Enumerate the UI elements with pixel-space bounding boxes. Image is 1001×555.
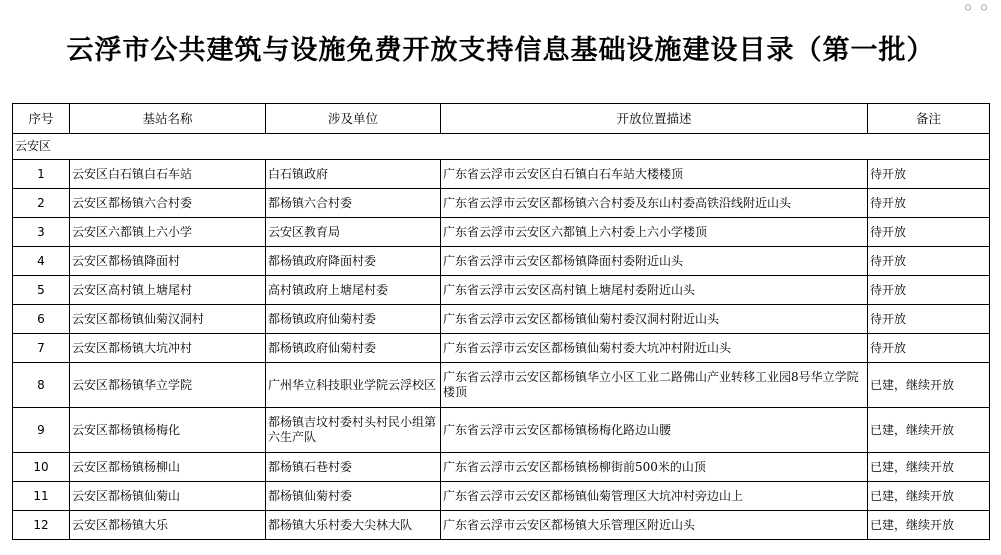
table-header-row — [13, 104, 990, 134]
cell-location: 广东省云浮市云安区都杨镇六合村委及东山村委高铁沿线附近山头 — [441, 189, 868, 218]
cell-unit: 云安区教育局 — [266, 218, 441, 247]
cell-station-name: 云安区都杨镇六合村委 — [70, 189, 266, 218]
table-row — [13, 247, 990, 276]
cell-serial-number: 12 — [13, 511, 70, 540]
region-label: 云安区 — [13, 134, 990, 160]
region-row — [13, 134, 990, 160]
cell-serial-number: 11 — [13, 482, 70, 511]
table-row — [13, 408, 990, 453]
header-serial-number: 序号 — [13, 104, 70, 134]
cell-station-name: 云安区都杨镇降面村 — [70, 247, 266, 276]
cell-serial-number: 8 — [13, 363, 70, 408]
document-title: 云浮市公共建筑与设施免费开放支持信息基础设施建设目录（第一批） — [66, 35, 935, 66]
cell-unit: 都杨镇吉坟村委村头村民小组第六生产队 — [266, 408, 441, 453]
table-row — [13, 160, 990, 189]
cell-location: 广东省云浮市云安区都杨镇仙菊管理区大坑冲村旁边山上 — [441, 482, 868, 511]
cell-unit: 都杨镇六合村委 — [266, 189, 441, 218]
cell-station-name: 云安区都杨镇仙菊汉洞村 — [70, 305, 266, 334]
cell-unit: 都杨镇政府降面村委 — [266, 247, 441, 276]
cell-note: 待开放 — [868, 334, 990, 363]
cell-unit: 白石镇政府 — [266, 160, 441, 189]
cell-serial-number: 4 — [13, 247, 70, 276]
table-body — [13, 134, 990, 540]
table-row — [13, 482, 990, 511]
cell-note: 待开放 — [868, 160, 990, 189]
table-row — [13, 511, 990, 540]
cell-note: 待开放 — [868, 218, 990, 247]
cell-station-name: 云安区都杨镇杨柳山 — [70, 453, 266, 482]
cell-unit: 都杨镇仙菊村委 — [266, 482, 441, 511]
table-row — [13, 189, 990, 218]
header-unit: 涉及单位 — [266, 104, 441, 134]
cell-station-name: 云安区都杨镇华立学院 — [70, 363, 266, 408]
cell-unit: 广州华立科技职业学院云浮校区 — [266, 363, 441, 408]
table-row — [13, 305, 990, 334]
cell-serial-number: 1 — [13, 160, 70, 189]
cell-note: 已建，继续开放 — [868, 453, 990, 482]
table-row — [13, 276, 990, 305]
cell-location: 广东省云浮市云安区都杨镇仙菊村委汉洞村附近山头 — [441, 305, 868, 334]
cell-location: 广东省云浮市云安区高村镇上塘尾村委附近山头 — [441, 276, 868, 305]
cell-station-name: 云安区都杨镇大乐 — [70, 511, 266, 540]
cell-location: 广东省云浮市云安区都杨镇杨梅化路边山腰 — [441, 408, 868, 453]
cell-note: 待开放 — [868, 189, 990, 218]
table-row — [13, 363, 990, 408]
catalog-table — [12, 103, 990, 540]
table-row — [13, 218, 990, 247]
cell-note: 待开放 — [868, 276, 990, 305]
cell-station-name: 云安区白石镇白石车站 — [70, 160, 266, 189]
table-row — [13, 453, 990, 482]
header-station-name: 基站名称 — [70, 104, 266, 134]
cell-serial-number: 5 — [13, 276, 70, 305]
cell-station-name: 云安区高村镇上塘尾村 — [70, 276, 266, 305]
cell-station-name: 云安区六都镇上六小学 — [70, 218, 266, 247]
cell-note: 已建，继续开放 — [868, 511, 990, 540]
corner-mark: ○ ○ — [964, 2, 989, 13]
header-note: 备注 — [868, 104, 990, 134]
cell-serial-number: 9 — [13, 408, 70, 453]
cell-location: 广东省云浮市云安区都杨镇杨柳街前500米的山顶 — [441, 453, 868, 482]
cell-serial-number: 2 — [13, 189, 70, 218]
cell-serial-number: 7 — [13, 334, 70, 363]
cell-serial-number: 6 — [13, 305, 70, 334]
cell-location: 广东省云浮市云安区都杨镇降面村委附近山头 — [441, 247, 868, 276]
table-row — [13, 334, 990, 363]
cell-note: 已建，继续开放 — [868, 482, 990, 511]
cell-unit: 高村镇政府上塘尾村委 — [266, 276, 441, 305]
cell-location: 广东省云浮市云安区白石镇白石车站大楼楼顶 — [441, 160, 868, 189]
cell-location: 广东省云浮市云安区都杨镇仙菊村委大坑冲村附近山头 — [441, 334, 868, 363]
cell-location: 广东省云浮市云安区六都镇上六村委上六小学楼顶 — [441, 218, 868, 247]
cell-location: 广东省云浮市云安区都杨镇大乐管理区附近山头 — [441, 511, 868, 540]
cell-note: 待开放 — [868, 247, 990, 276]
cell-serial-number: 3 — [13, 218, 70, 247]
cell-unit: 都杨镇大乐村委大尖林大队 — [266, 511, 441, 540]
cell-unit: 都杨镇政府仙菊村委 — [266, 334, 441, 363]
header-location: 开放位置描述 — [441, 104, 868, 134]
cell-station-name: 云安区都杨镇大坑冲村 — [70, 334, 266, 363]
cell-note: 已建，继续开放 — [868, 408, 990, 453]
cell-note: 待开放 — [868, 305, 990, 334]
cell-station-name: 云安区都杨镇杨梅化 — [70, 408, 266, 453]
cell-note: 已建，继续开放 — [868, 363, 990, 408]
cell-unit: 都杨镇政府仙菊村委 — [266, 305, 441, 334]
cell-location: 广东省云浮市云安区都杨镇华立小区工业二路佛山产业转移工业园8号华立学院楼顶 — [441, 363, 868, 408]
cell-serial-number: 10 — [13, 453, 70, 482]
cell-station-name: 云安区都杨镇仙菊山 — [70, 482, 266, 511]
cell-unit: 都杨镇石巷村委 — [266, 453, 441, 482]
